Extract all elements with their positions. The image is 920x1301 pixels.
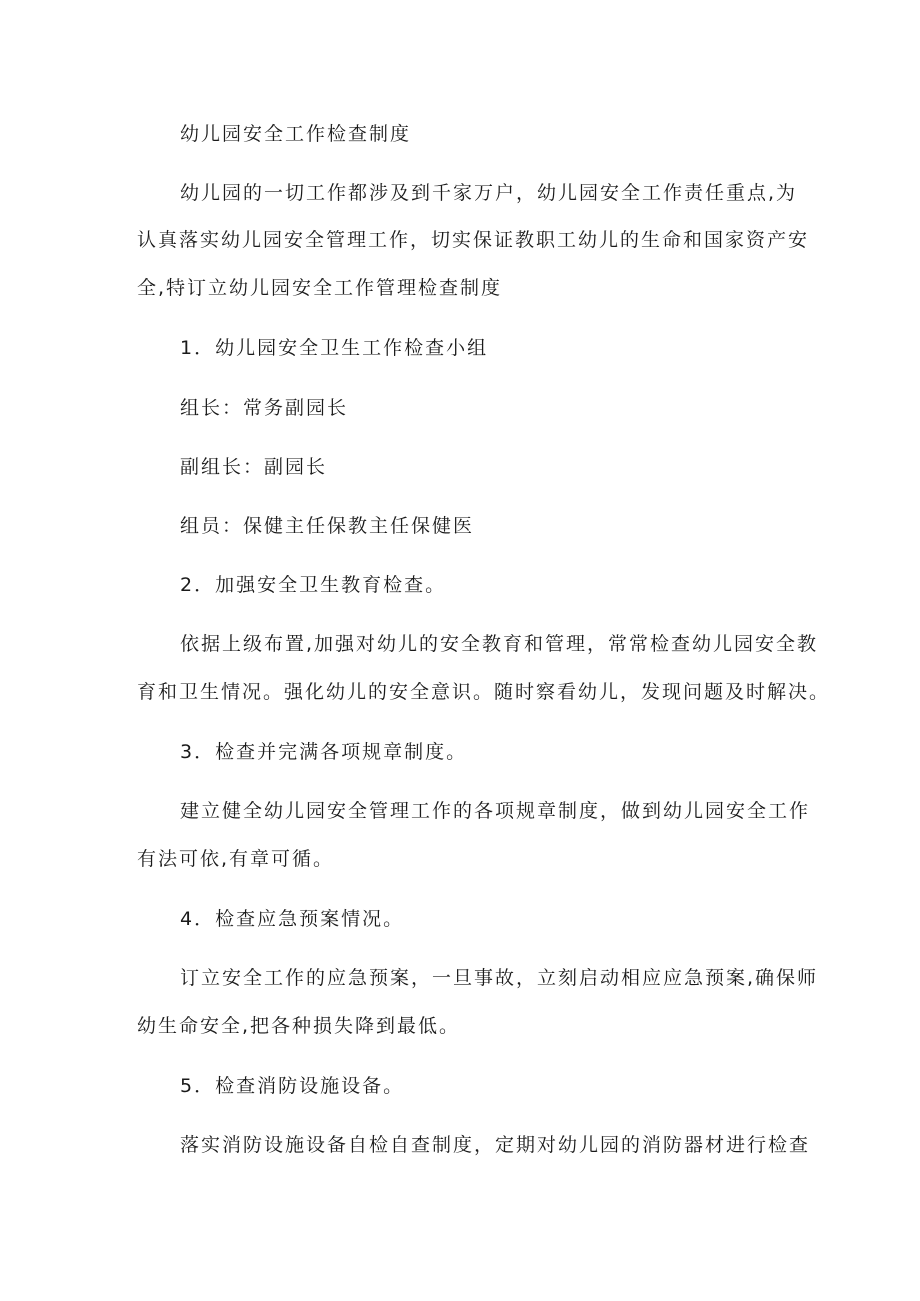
section-2-body-line-1: 依据上级布置,加强对幼儿的安全教育和管理，常常检查幼儿园安全教 <box>180 633 819 655</box>
group-deputy: 副组长：副园长 <box>180 456 328 478</box>
intro-line-1: 幼儿园的一切工作都涉及到千家万户，幼儿园安全工作责任重点,为 <box>180 182 798 204</box>
section-2-heading: 2．加强安全卫生教育检查。 <box>180 574 447 596</box>
section-3-body-line-1: 建立健全幼儿园安全管理工作的各项规章制度，做到幼儿园安全工作 <box>180 800 811 822</box>
section-4-body-line-1: 订立安全工作的应急预案，一旦事故，立刻启动相应应急预案,确保师 <box>180 967 819 989</box>
document-title: 幼儿园安全工作检查制度 <box>180 123 412 145</box>
section-3-heading: 3．检查并完满各项规章制度。 <box>180 741 468 763</box>
group-members: 组员：保健主任保教主任保健医 <box>180 515 475 537</box>
section-5-heading: 5．检查消防设施设备。 <box>180 1075 405 1097</box>
section-4-body-line-2: 幼生命安全,把各种损失降到最低。 <box>137 1015 461 1037</box>
intro-line-3: 全,特订立幼儿园安全工作管理检查制度 <box>137 277 503 299</box>
group-leader: 组长：常务副园长 <box>180 397 349 419</box>
section-1-heading: 1．幼儿园安全卫生工作检查小组 <box>180 337 489 359</box>
section-4-heading: 4．检查应急预案情况。 <box>180 908 405 930</box>
intro-line-2: 认真落实幼儿园安全管理工作，切实保证教职工幼儿的生命和国家资产安 <box>137 229 810 251</box>
section-3-body-line-2: 有法可依,有章可循。 <box>137 848 335 870</box>
section-2-body-line-2: 育和卫生情况。强化幼儿的安全意识。随时察看幼儿，发现问题及时解决。 <box>137 681 831 703</box>
section-5-body-line-1: 落实消防设施设备自检自查制度，定期对幼儿园的消防器材进行检查 <box>180 1134 811 1156</box>
